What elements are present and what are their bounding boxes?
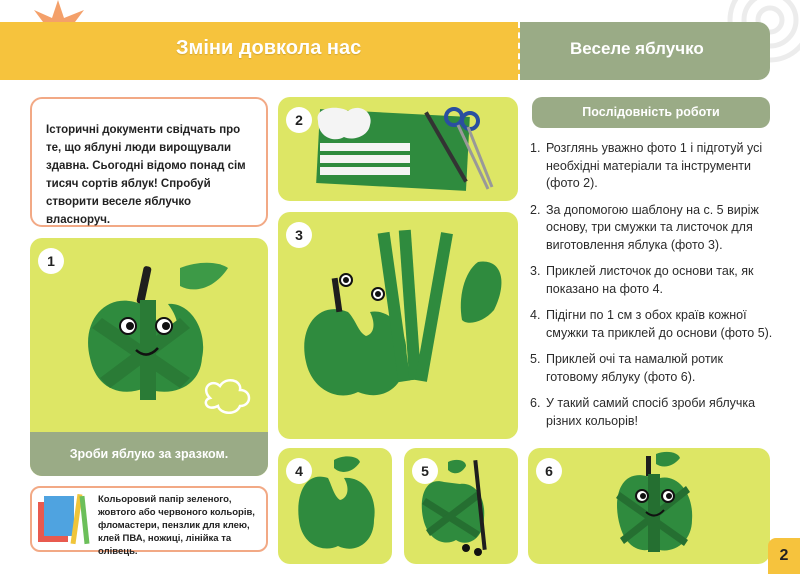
photo-2 <box>278 97 518 201</box>
photo-number-4: 4 <box>286 458 312 484</box>
materials-text: Кольоровий папір зеленого, жовтого або червоного кольорів, фломастери, пензлик для клею, клей ПВА, ножиці, лінійка та олівець. <box>98 494 255 557</box>
photo-number-2: 2 <box>286 107 312 133</box>
section-title: Зміни довкола нас <box>176 37 362 59</box>
step-item: 2. За допомогою шаблону на с. 5 виріж основу, три смужки та листочок для виготовлення яблука (фото 3). <box>530 202 759 252</box>
photo-6 <box>528 448 770 564</box>
cut-out-parts-image <box>278 212 518 439</box>
page-number: 2 <box>768 538 800 574</box>
header-right-banner <box>520 22 770 80</box>
photo-number-1: 1 <box>38 248 64 274</box>
intro-text: Історичні документи свідчать про те, що яблуні люди вирощували здавна. Сьогодні відомо понад сім тисяч сортів яблук! Спробуй створити веселе яблучко власноруч. <box>46 124 246 226</box>
intro-box <box>30 97 268 227</box>
header-left-banner <box>0 22 520 80</box>
steps-list <box>530 140 774 439</box>
materials-box <box>30 486 268 557</box>
step-item: 4. Підігни по 1 см з обох країв кожної смужки та приклей до основи (фото 5). <box>530 308 773 340</box>
apple-with-face-image <box>528 448 770 564</box>
materials-tools-image <box>278 97 518 201</box>
photo-number-3: 3 <box>286 222 312 248</box>
steps-header: Послідовність роботи <box>532 97 770 128</box>
step-item: 5. Приклей очі та намалюй ротик готовому яблуку (фото 6). <box>530 352 724 384</box>
lesson-title: Веселе яблучко <box>570 39 704 58</box>
photo-3 <box>278 212 518 439</box>
photo-4 <box>278 448 392 564</box>
step-item: 3. Приклей листочок до основи так, як показано на фото 4. <box>530 264 754 296</box>
stationery-icon <box>36 492 96 548</box>
photo-1 <box>30 238 268 476</box>
photo-number-6: 6 <box>536 458 562 484</box>
photo-number-5: 5 <box>412 458 438 484</box>
step-item: 6. У такий самий спосіб зроби яблучка різних кольорів! <box>530 396 756 428</box>
photo-5 <box>404 448 518 564</box>
step-item: 1. Розглянь уважно фото 1 і підготуй усі необхідні матеріали та інструменти (фото 2). <box>530 141 763 190</box>
photo-1-caption: Зроби яблуко за зразком. <box>30 432 268 476</box>
